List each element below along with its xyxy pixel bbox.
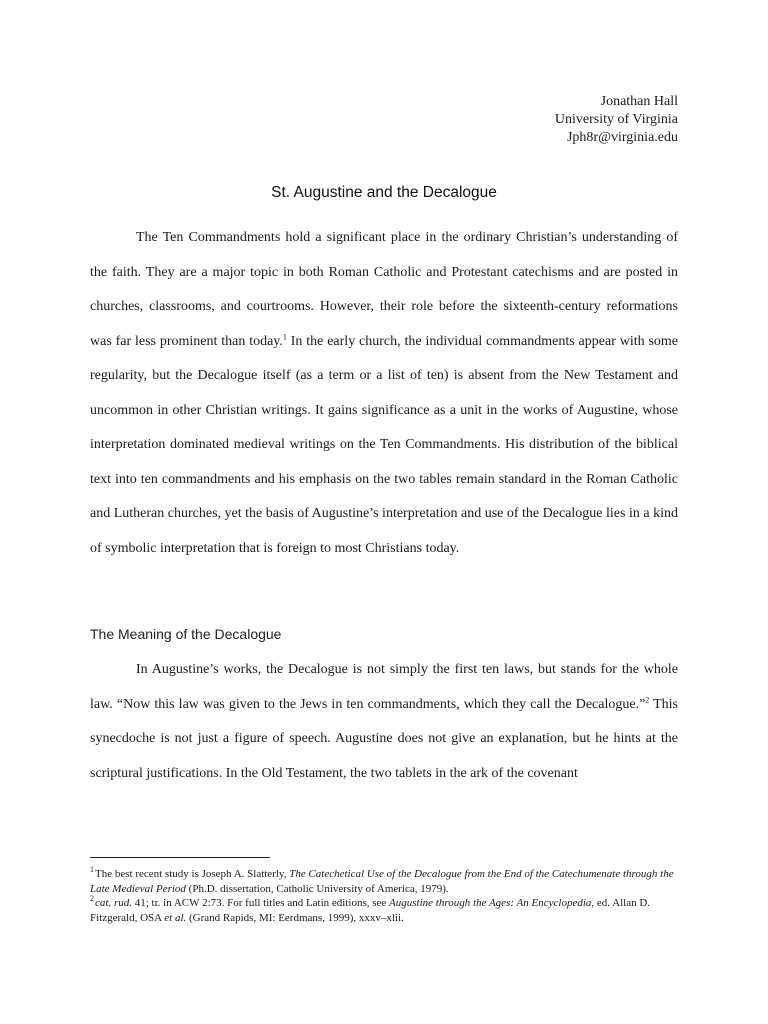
footnote-divider bbox=[90, 857, 270, 858]
section-text-part2: This synecdoche is not just a figure of speech. Augustine does not give an explanation, but he hints at the scriptural justifications. In the Old Testament, the two tablets in the ark of the covenant bbox=[90, 696, 679, 781]
footnote-2-abbrev: cat. rud. bbox=[95, 897, 132, 909]
section-text-part1: In Augustine’s works, the Decalogue is not simply the first ten laws, but stands for the whole law. “Now this law was given to the Jews in ten commandments, which they call the Decalogue.” bbox=[90, 662, 678, 712]
intro-paragraph bbox=[90, 221, 678, 566]
intro-text-part2: In the early church, the individual commandments appear with some regularity, but the Decalogue itself (as a term or a list of ten) is absent from the New Testament and uncommon in other Christian writings. It gains significance as a unit in the works of Augustine, whose interpretation dominated medieval writings on the Ten Commandments. His distribution of the biblical text into ten commandments and his emphasis on the two tables remain standard in the Roman Catholic and Lutheran churches, yet the basis of Augustine’s interpretation and use of the Decalogue lies in a kind of symbolic interpretation that is foreign to most Christians today. bbox=[90, 333, 679, 556]
author-name: Jonathan Hall bbox=[600, 94, 678, 109]
footnote-2-work-title: Augustine through the Ages: An Encyclopedia bbox=[389, 897, 592, 909]
footnote-1-text-a: The best recent study is Joseph A. Slatterly, bbox=[95, 868, 290, 880]
author-block bbox=[555, 93, 678, 147]
footnote-2 bbox=[90, 896, 680, 926]
footnote-2-text-a: 41; tr. in ACW 2:73. For full titles and Latin editions, see bbox=[131, 897, 390, 909]
section-heading: The Meaning of the Decalogue bbox=[90, 626, 282, 642]
author-email: Jph8r@virginia.edu bbox=[566, 130, 678, 145]
footnote-1-text-b: (Ph.D. dissertation, Catholic University of America, 1979). bbox=[185, 883, 449, 895]
section-paragraph bbox=[90, 653, 678, 791]
footnote-2-text-b: , ed. Allan D. Fitzgerald, OSA bbox=[90, 897, 651, 924]
author-affiliation: University of Virginia bbox=[554, 112, 678, 127]
footnote-1 bbox=[90, 867, 680, 897]
footnote-ref-2: 2 bbox=[645, 694, 650, 704]
footnote-2-et-al: et al. bbox=[164, 912, 187, 924]
footnote-ref-1: 1 bbox=[282, 331, 287, 341]
footnote-2-mark: 2 bbox=[90, 894, 94, 904]
footnote-2-text-c: (Grand Rapids, MI: Eerdmans, 1999), xxxv–xlii. bbox=[186, 912, 404, 924]
intro-text-part1: The Ten Commandments hold a significant place in the ordinary Christian’s understanding of the faith. They are a major topic in both Roman Catholic and Protestant catechisms and are posted in churches, classrooms, and courtrooms. However, their role before the sixteenth-century reformations was far less prominent than today. bbox=[90, 230, 678, 349]
footnote-1-work-title: The Catechetical Use of the Decalogue from the End of the Catechumenate through the Late Medieval Period bbox=[90, 868, 674, 895]
paper-title: St. Augustine and the Decalogue bbox=[271, 184, 497, 201]
footnote-1-mark: 1 bbox=[90, 865, 94, 875]
